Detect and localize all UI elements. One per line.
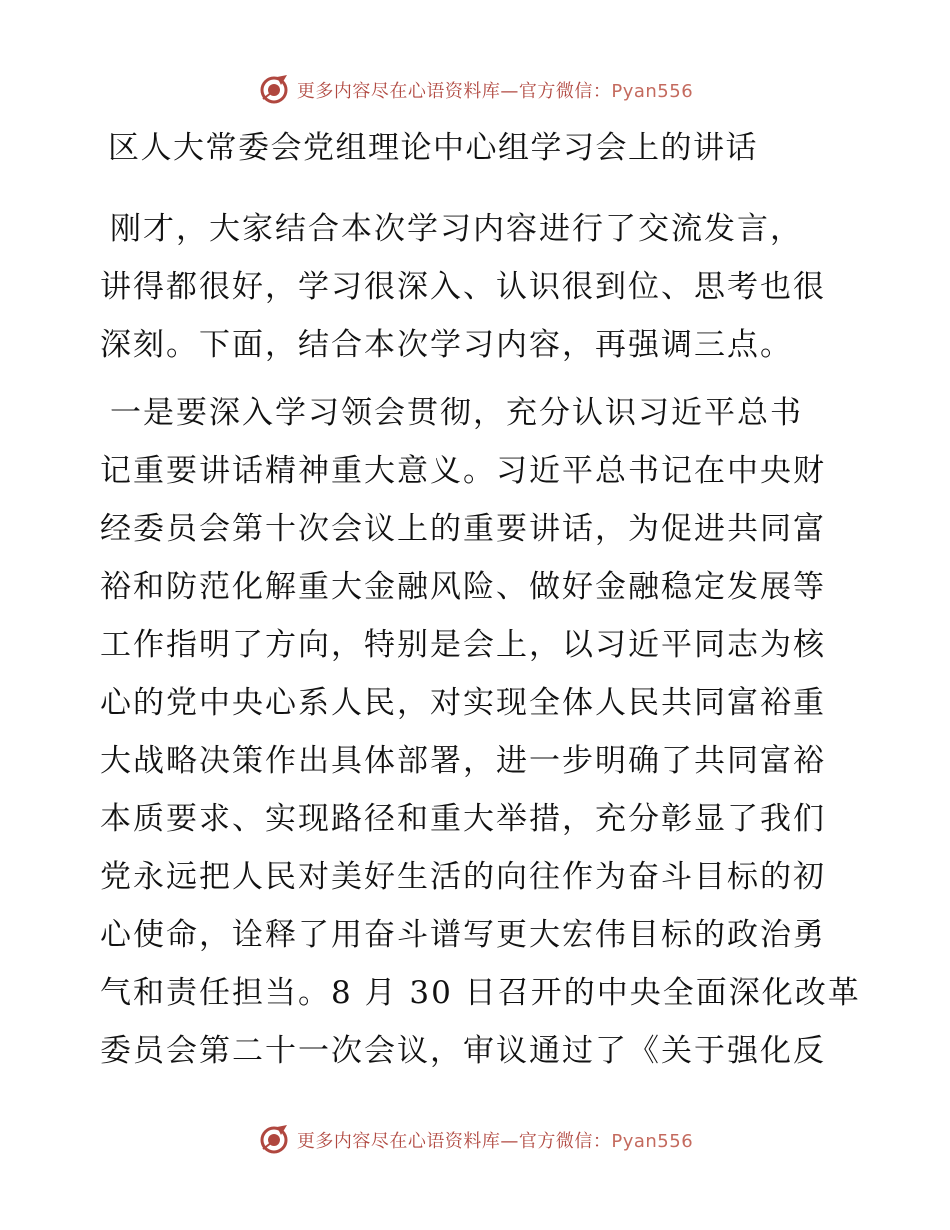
watermark-banner-bottom: [0, 1120, 950, 1160]
paragraph-line: 心使命，诠释了用奋斗谱写更大宏伟目标的政治勇: [100, 917, 826, 953]
paragraph-line: 工作指明了方向，特别是会上，以习近平同志为核: [100, 627, 826, 663]
paragraph-line: 记重要讲话精神重大意义。习近平总书记在中央财: [100, 453, 826, 489]
paragraph-2: [100, 384, 860, 1080]
paragraph-line: 大战略决策作出具体部署，进一步明确了共同富裕: [100, 743, 826, 779]
wechat-id: Pyan556: [611, 1131, 694, 1152]
wechat-id: Pyan556: [611, 81, 694, 102]
paragraph-line: 经委员会第十次会议上的重要讲话，为促进共同富: [100, 511, 826, 547]
paragraph-line: 裕和防范化解重大金融风险、做好金融稳定发展等: [100, 569, 826, 605]
paragraph-line: 讲得都很好，学习很深入、认识很到位、思考也很: [100, 269, 826, 305]
paragraph-line: 本质要求、实现路径和重大举措，充分彰显了我们: [100, 801, 826, 837]
paragraph-line: 气和责任担当。8 月 30 日召开的中央全面深化改革: [100, 975, 861, 1011]
paragraph-line: 党永远把人民对美好生活的向往作为奋斗目标的初: [100, 859, 826, 895]
paragraph-line: 深刻。下面，结合本次学习内容，再强调三点。: [100, 327, 793, 363]
watermark-text: 更多内容尽在心语资料库—官方微信：Pyan556: [296, 1131, 694, 1152]
watermark-text: 更多内容尽在心语资料库—官方微信：Pyan556: [296, 81, 694, 102]
paragraph-line: 心的党中央心系人民，对实现全体人民共同富裕重: [100, 685, 826, 721]
quill-logo-icon: [257, 73, 291, 107]
paragraph-line: 刚才，大家结合本次学习内容进行了交流发言，: [110, 211, 803, 247]
paragraph-line: 一是要深入学习领会贯彻，充分认识习近平总书: [110, 395, 803, 431]
paragraph-1: [100, 200, 860, 374]
paragraph-line: 委员会第二十一次会议，审议通过了《关于强化反: [100, 1033, 826, 1069]
document-title: 区人大常委会党组理论中心组学习会上的讲话: [108, 130, 758, 166]
watermark-banner-top: [0, 70, 950, 110]
quill-logo-icon: [257, 1123, 291, 1157]
